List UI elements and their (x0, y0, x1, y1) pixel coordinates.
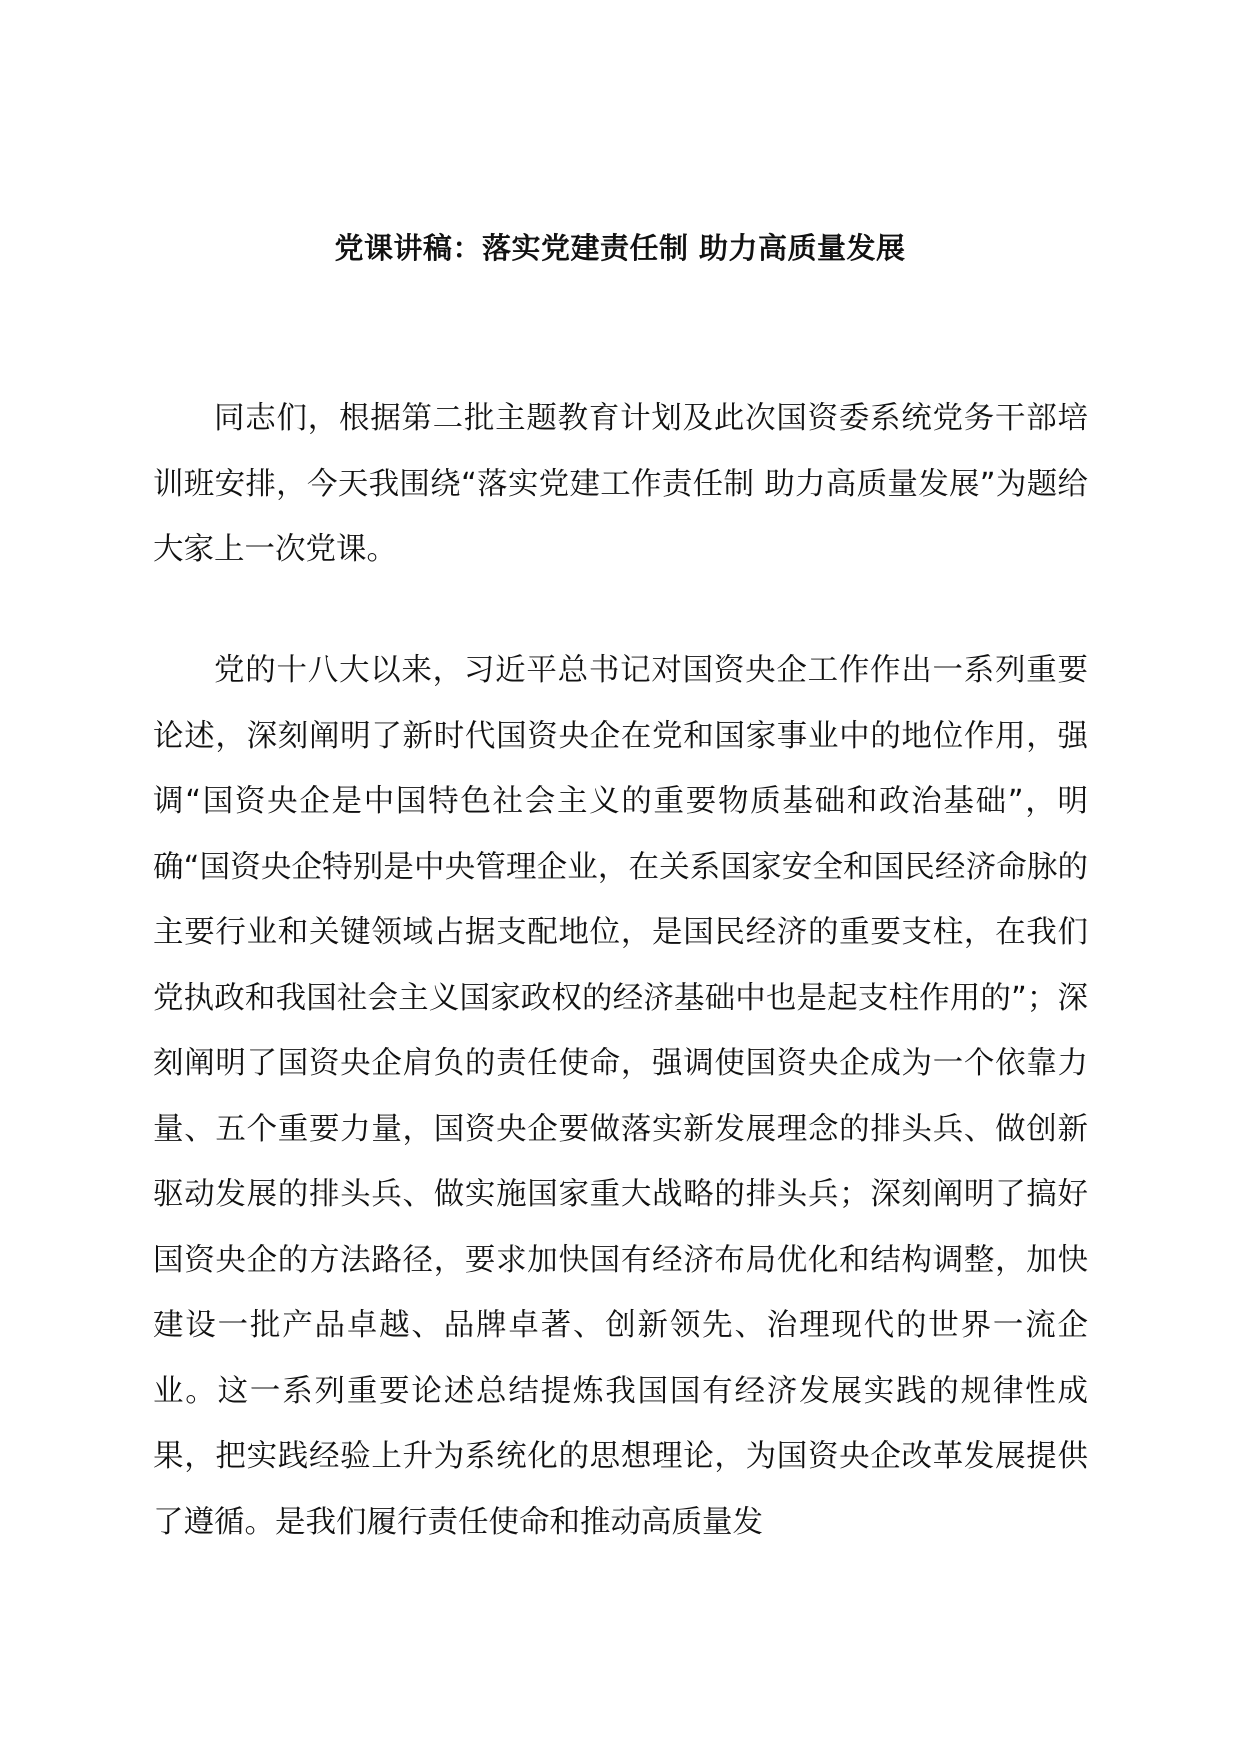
paragraph-opening: 同志们，根据第二批主题教育计划及此次国资委系统党务干部培训班安排，今天我围绕“落实党建工作责任制 助力高质量发展”为题给大家上一次党课。 (153, 401, 1088, 567)
paragraph-background: 党的十八大以来，习近平总书记对国资央企工作作出一系列重要论述，深刻阐明了新时代国资央企在党和国家事业中的地位作用，强调“国资央企是中国特色社会主义的重要物质基础和政治基础”，明确“国资央企特别是中央管理企业，在关系国家安全和国民经济命脉的主要行业和关键领域占据支配地位，是国民经济的重要支柱，在我们党执政和我国社会主义国家政权的经济基础中也是起支柱作用的”；深刻阐明了国资央企肩负的责任使命，强调使国资央企成为一个依靠力量、五个重要力量，国资央企要做落实新发展理念的排头兵、做创新驱动发展的排头兵、做实施国家重大战略的排头兵；深刻阐明了搞好国资央企的方法路径，要求加快国有经济布局优化和结构调整，加快建设一批产品卓越、品牌卓著、创新领先、治理现代的世界一流企业。这一系列重要论述总结提炼我国国有经济发展实践的规律性成果，把实践经验上升为系统化的思想理论，为国资央企改革发展提供了遵循。是我们履行责任使命和推动高质量发 (153, 653, 1088, 1540)
document-title: 党课讲稿：落实党建责任制 助力高质量发展 (334, 231, 906, 265)
